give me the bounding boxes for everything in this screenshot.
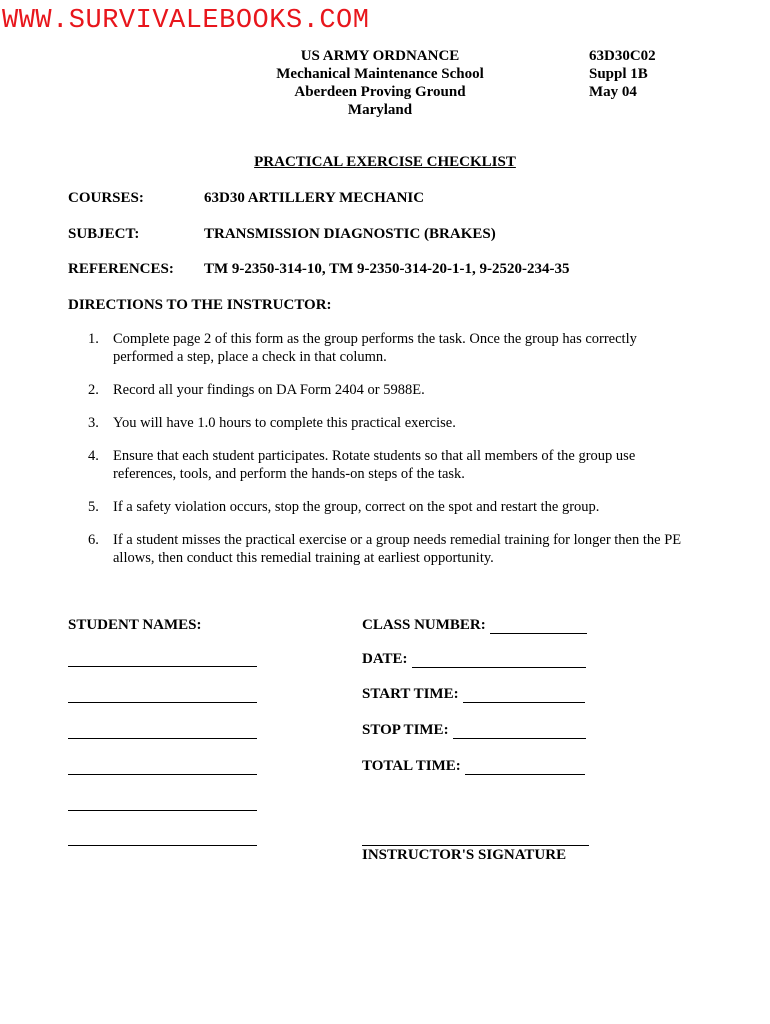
class-number-field [362, 617, 587, 634]
total-time-field [362, 758, 585, 775]
date-line[interactable] [412, 653, 586, 668]
student-name-line-1[interactable] [68, 666, 257, 667]
direction-item [88, 381, 698, 399]
doc-supplement: Suppl 1B [589, 66, 648, 82]
header-organization [240, 47, 520, 119]
total-time-label: TOTAL TIME: [362, 758, 461, 774]
direction-item [88, 447, 698, 483]
total-time-line[interactable] [465, 760, 585, 775]
start-time-field [362, 686, 585, 703]
stop-time-field [362, 722, 586, 739]
org-line-1: US ARMY ORDNANCE [300, 48, 460, 64]
references-value: TM 9-2350-314-10, TM 9-2350-314-20-1-1, 9-2520-234-35 [204, 261, 570, 277]
direction-number: 2. [88, 382, 99, 398]
subject-value: TRANSMISSION DIAGNOSTIC (BRAKES) [204, 226, 496, 242]
student-name-line-4[interactable] [68, 774, 257, 775]
direction-item [88, 498, 698, 516]
direction-number: 1. [88, 331, 99, 347]
watermark: WWW.SURVIVALEBOOKS.COM [2, 6, 370, 36]
direction-text: You will have 1.0 hours to complete this practical exercise. [113, 415, 456, 431]
courses-label: COURSES: [68, 190, 144, 206]
direction-number: 3. [88, 415, 99, 431]
stop-time-line[interactable] [453, 724, 586, 739]
student-name-line-6[interactable] [68, 845, 257, 846]
start-time-label: START TIME: [362, 686, 459, 702]
start-time-line[interactable] [463, 688, 585, 703]
stop-time-label: STOP TIME: [362, 722, 449, 738]
class-number-line[interactable] [490, 619, 587, 634]
direction-text: Ensure that each student participates. Rotate students so that all members of the group use references, tools, and perform the hands-on steps of the task. [113, 448, 636, 482]
subject-label: SUBJECT: [68, 226, 140, 242]
form-title: PRACTICAL EXERCISE CHECKLIST [254, 154, 516, 170]
student-names-label: STUDENT NAMES: [68, 617, 202, 633]
direction-text: Complete page 2 of this form as the group performs the task. Once the group has correctly performed a step, place a check in that column. [113, 331, 637, 365]
student-name-line-5[interactable] [68, 810, 257, 811]
directions-heading: DIRECTIONS TO THE INSTRUCTOR: [68, 297, 332, 313]
student-name-line-3[interactable] [68, 738, 257, 739]
class-number-label: CLASS NUMBER: [362, 617, 486, 633]
form-title-row [0, 154, 770, 171]
student-name-line-2[interactable] [68, 702, 257, 703]
direction-text: If a safety violation occurs, stop the group, correct on the spot and restart the group. [113, 499, 600, 515]
direction-number: 6. [88, 532, 99, 548]
instructor-signature-label: INSTRUCTOR'S SIGNATURE [362, 847, 567, 863]
courses-value: 63D30 ARTILLERY MECHANIC [204, 190, 425, 206]
direction-item [88, 330, 698, 366]
org-line-2: Mechanical Maintenance School [276, 66, 484, 82]
direction-item [88, 531, 698, 567]
org-line-4: Maryland [347, 102, 413, 118]
doc-code: 63D30C02 [589, 48, 656, 64]
org-line-3: Aberdeen Proving Ground [294, 84, 466, 100]
directions-list [88, 330, 698, 582]
date-field [362, 651, 586, 668]
direction-text: If a student misses the practical exercise or a group needs remedial training for longer then the PE allows, then conduct this remedial training at earliest opportunity. [113, 532, 682, 566]
direction-item [88, 414, 698, 432]
header-document-info [589, 47, 656, 101]
direction-number: 5. [88, 499, 99, 515]
doc-date: May 04 [589, 84, 637, 100]
direction-text: Record all your findings on DA Form 2404 or 5988E. [113, 382, 425, 398]
direction-number: 4. [88, 448, 99, 464]
instructor-signature-line[interactable] [362, 845, 589, 846]
references-label: REFERENCES: [68, 261, 174, 277]
date-label: DATE: [362, 651, 408, 667]
